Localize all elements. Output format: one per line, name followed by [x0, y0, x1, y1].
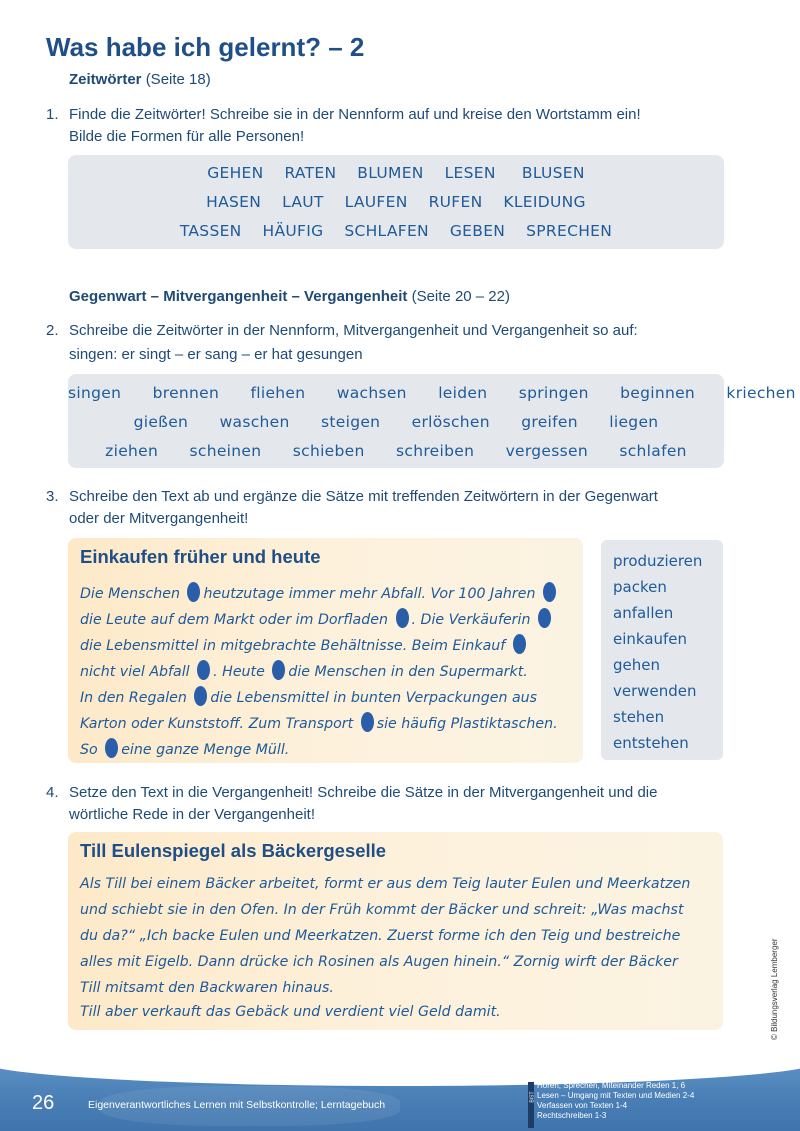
story-line: nicht viel Abfall . Heute die Menschen in den Supermarkt. — [80, 660, 528, 680]
bist-item: Rechtschreiben 1-3 — [537, 1111, 607, 1120]
task-3 — [46, 486, 658, 530]
story-line: die Lebensmittel in mitgebrachte Behältnisse. Beim Einkauf — [80, 634, 529, 654]
word-row — [68, 413, 724, 431]
word: wachsen — [336, 384, 407, 402]
gap-blob — [538, 608, 551, 628]
word: springen — [518, 384, 589, 402]
section-heading-zeitformen — [69, 288, 510, 305]
word: TASSEN — [179, 222, 242, 240]
bist-item: Lesen – Umgang mit Texten und Medien 2-4 — [537, 1091, 695, 1100]
task-instruction-line-2: Bilde die Formen für alle Personen! — [69, 128, 305, 145]
word: greifen — [521, 413, 578, 431]
task-instruction-line-2: oder der Mitvergangenheit! — [69, 510, 249, 527]
section-pages: (Seite 18) — [145, 71, 211, 88]
bist-tag: BIST — [528, 1082, 534, 1128]
story-box-eulenspiegel — [68, 832, 723, 1030]
gap-blob — [543, 582, 556, 602]
story-line: Als Till bei einem Bäcker arbeitet, formt er aus dem Teig lauter Eulen und Meerkatzen — [80, 876, 691, 892]
task-instruction-line-1: Schreibe die Zeitwörter in der Nennform, Mitvergangenheit und Vergangenheit so auf: — [69, 322, 638, 339]
story-line: alles mit Eigelb. Dann drücke ich Rosinen als Augen hinein.“ Zornig wirft der Bäcker — [80, 954, 678, 970]
word: RUFEN — [428, 193, 483, 211]
word: SPRECHEN — [526, 222, 613, 240]
bist-competence-list — [537, 1081, 694, 1121]
word-list-item: einkaufen — [613, 630, 688, 648]
verb-word-list — [601, 540, 723, 760]
word: SCHLAFEN — [344, 222, 429, 240]
task-example: singen: er singt – er sang – er hat gesungen — [69, 346, 363, 363]
gap-blob — [396, 608, 409, 628]
story-line: und schiebt sie in den Ofen. In der Früh kommt der Bäcker und schreit: „Was machst — [80, 902, 684, 918]
task-instruction-line-1: Schreibe den Text ab und ergänze die Sätze mit treffenden Zeitwörtern in der Gegenwart — [69, 488, 658, 505]
word: GEHEN — [207, 164, 264, 182]
section-heading: Gegenwart – Mitvergangenheit – Vergangenheit — [69, 288, 408, 305]
word: LESEN — [444, 164, 496, 182]
gap-blob — [272, 660, 285, 680]
word-list-item: entstehen — [613, 734, 689, 752]
story-line: Die Menschen heutzutage immer mehr Abfall. Vor 100 Jahren — [80, 582, 559, 602]
word: schlafen — [619, 442, 687, 460]
copyright-note: © Bildungsverlag Lemberger — [770, 938, 779, 1040]
word-row — [68, 193, 724, 211]
word-row — [68, 384, 796, 402]
word-list-item: stehen — [613, 708, 665, 726]
task-1 — [46, 104, 641, 148]
bist-item: Verfassen von Texten 1-4 — [537, 1101, 628, 1110]
story-line: Till mitsamt den Backwaren hinaus. — [80, 980, 334, 996]
word-box-1 — [68, 155, 724, 249]
story-line: So eine ganze Menge Müll. — [80, 738, 289, 758]
word: fliehen — [250, 384, 306, 402]
section-heading: Zeitwörter — [69, 71, 142, 88]
task-instruction-line-1: Finde die Zeitwörter! Schreibe sie in der Nennform auf und kreise den Wortstamm ein! — [69, 106, 641, 123]
task-number: 2. — [46, 322, 59, 339]
word: steigen — [321, 413, 381, 431]
word: BLUMEN — [357, 164, 424, 182]
bist-item: Hören, Sprechen, Miteinander Reden 1, 6 — [537, 1081, 686, 1090]
word: brennen — [152, 384, 220, 402]
story-line: In den Regalen die Lebensmittel in bunten Verpackungen aus — [80, 686, 537, 706]
word: gießen — [133, 413, 189, 431]
word-list-item: produzieren — [613, 552, 703, 570]
word: LAUFEN — [344, 193, 408, 211]
story-title: Einkaufen früher und heute — [80, 546, 321, 567]
word: schreiben — [396, 442, 475, 460]
story-box-einkaufen — [68, 538, 583, 763]
word: RATEN — [284, 164, 337, 182]
word: beginnen — [620, 384, 696, 402]
section-heading-zeitwoerter — [69, 71, 211, 88]
word: ziehen — [105, 442, 159, 460]
word: leiden — [438, 384, 488, 402]
word: vergessen — [505, 442, 588, 460]
word: liegen — [609, 413, 659, 431]
story-line: du da?“ „Ich backe Eulen und Meerkatzen. Zuerst forme ich den Teig und bestreiche — [80, 928, 681, 944]
word: singen — [68, 384, 122, 402]
word-box-2 — [68, 374, 796, 468]
word: schieben — [292, 442, 365, 460]
page-title: Was habe ich gelernt? – 2 — [46, 32, 365, 62]
word: LAUT — [282, 193, 324, 211]
word: erlöschen — [411, 413, 490, 431]
gap-blob — [187, 582, 200, 602]
word-list-item: packen — [613, 578, 667, 596]
word-row — [68, 164, 724, 182]
task-4 — [46, 782, 657, 826]
word-row — [68, 222, 724, 240]
task-2 — [46, 320, 638, 366]
section-pages: (Seite 20 – 22) — [411, 288, 510, 305]
word-list-item: verwenden — [613, 682, 697, 700]
story-line: Karton oder Kunststoff. Zum Transport sie häufig Plastiktaschen. — [80, 712, 558, 732]
word: HÄUFIG — [262, 222, 324, 240]
word: KLEIDUNG — [503, 193, 586, 211]
story-line: Till aber verkauft das Gebäck und verdient viel Geld damit. — [80, 1004, 501, 1020]
task-instruction-line-1: Setze den Text in die Vergangenheit! Schreibe die Sätze in der Mitvergangenheit und die — [69, 784, 658, 801]
word: kriechen — [726, 384, 796, 402]
word: waschen — [219, 413, 290, 431]
gap-blob — [105, 738, 118, 758]
word: GEBEN — [449, 222, 506, 240]
story-title: Till Eulenspiegel als Bäckergeselle — [80, 840, 387, 861]
gap-blob — [361, 712, 374, 732]
task-number: 3. — [46, 488, 59, 505]
word-list-item: gehen — [613, 656, 660, 674]
task-number: 1. — [46, 106, 59, 123]
page-number: 26 — [32, 1092, 55, 1114]
word-row — [68, 442, 724, 460]
gap-blob — [194, 686, 207, 706]
footer-caption: Eigenverantwortliches Lernen mit Selbstkontrolle; Lerntagebuch — [88, 1099, 386, 1111]
gap-blob — [197, 660, 210, 680]
gap-blob — [513, 634, 526, 654]
word: BLUSEN — [521, 164, 585, 182]
story-line: die Leute auf dem Markt oder im Dorfladen . Die Verkäuferin — [80, 608, 554, 628]
word: HASEN — [206, 193, 262, 211]
word: scheinen — [189, 442, 262, 460]
word-list-item: anfallen — [613, 604, 674, 622]
task-instruction-line-2: wörtliche Rede in der Vergangenheit! — [69, 806, 315, 823]
page-footer — [0, 1066, 800, 1131]
task-number: 4. — [46, 784, 59, 801]
